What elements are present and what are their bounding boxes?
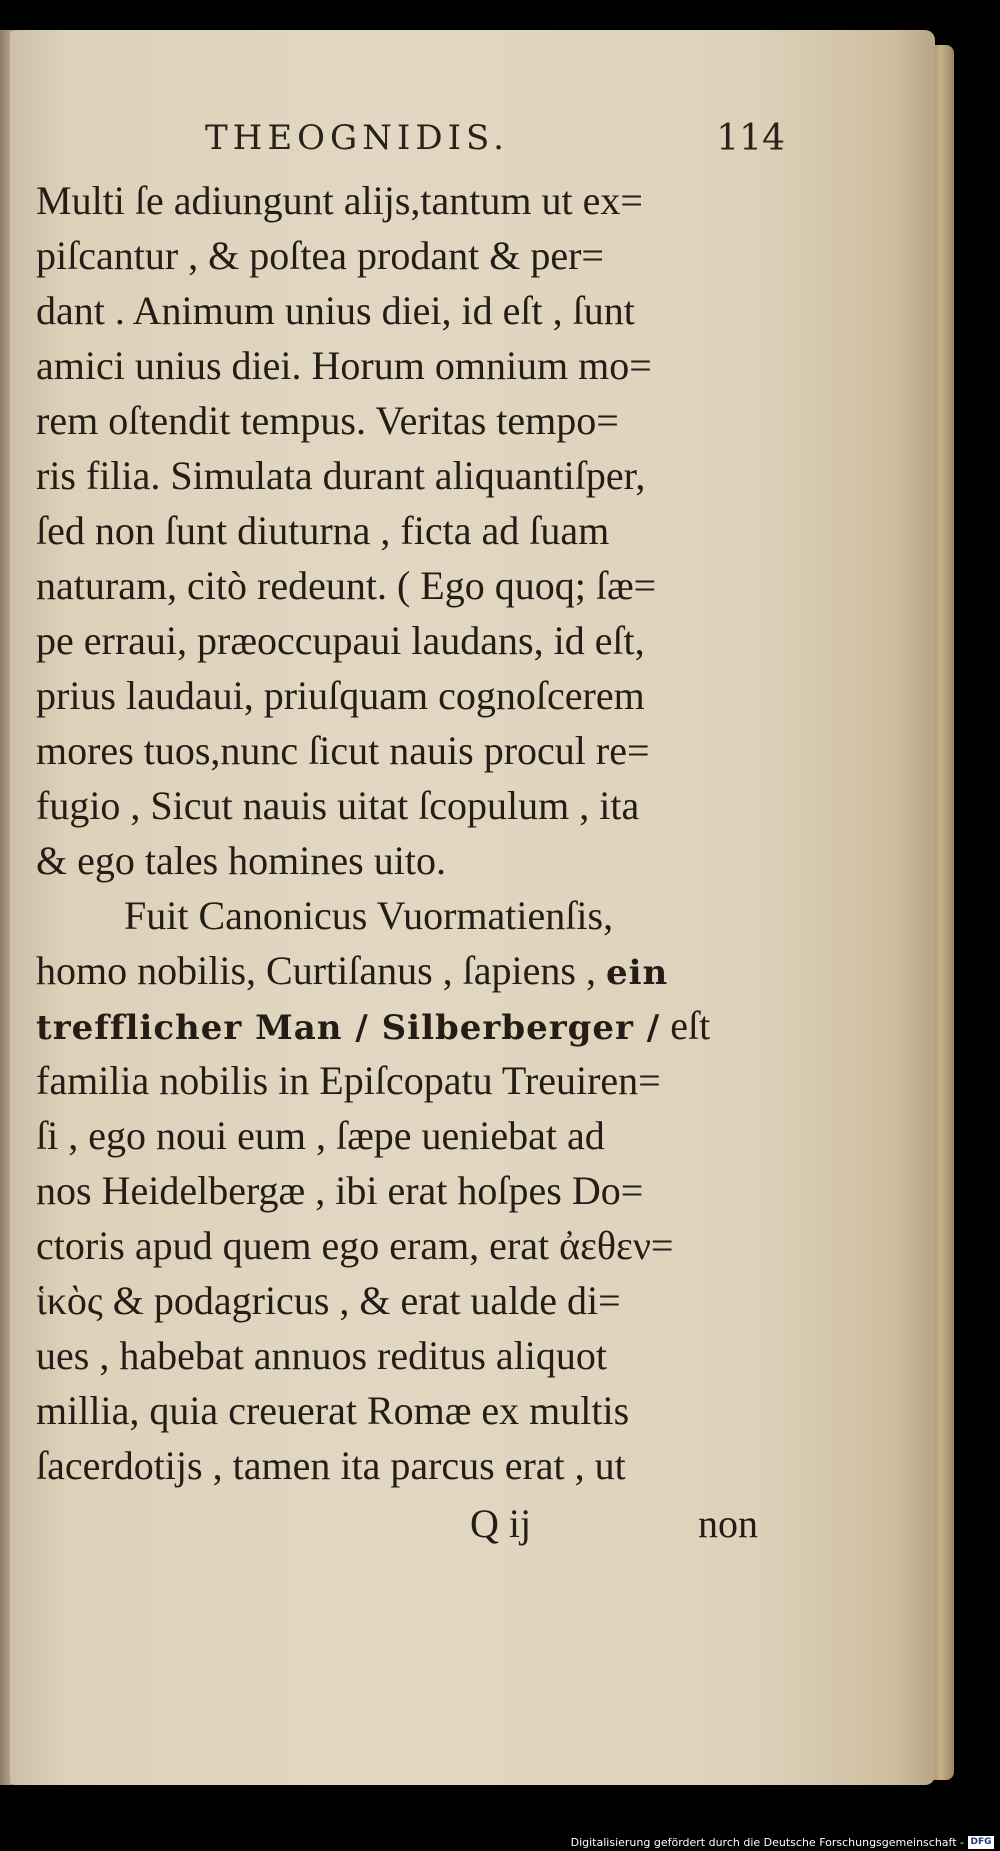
blackletter-span: trefflicher Man / Silberberger / [36,1008,661,1048]
text-block [36,173,796,1493]
mixed-text-line [36,943,796,998]
mixed-text-line [36,998,796,1053]
text-line: millia, quia creuerat Romæ ex multis [36,1388,630,1433]
running-title: THEOGNIDIS. [205,118,509,158]
text-line: nos Heidelbergæ , ibi erat hoſpes Do= [36,1168,644,1213]
page-fore-edge [932,45,954,1780]
book-page [10,30,935,1785]
paragraph-start-line: Fuit Canonicus Vuormatienſis, [124,893,614,938]
text-line: dant . Animum unius diei, id eſt , ſunt [36,288,635,333]
footer-bar [0,1834,1000,1851]
text-span: homo nobilis, Curtiſanus , ſapiens , [36,948,596,993]
text-line: Multi ſe adiungunt alijs,tantum ut ex= [36,178,643,223]
signature-mark: Q ij [470,1501,532,1546]
folio-number: 114 [716,118,785,159]
catchword: non [698,1501,758,1546]
text-line: piſcantur , & poſtea prodant & per= [36,233,604,278]
text-line: ſed non ſunt diuturna , ficta ad ſuam [36,508,610,553]
text-line: ſi , ego noui eum , ſæpe ueniebat ad [36,1113,605,1158]
text-line: ris filia. Simulata durant aliquantiſper, [36,453,646,498]
blackletter-span: ein [605,953,669,993]
dfg-logo: DFG [968,1836,994,1849]
text-line: & ego tales homines uito. [36,838,446,883]
text-line: familia nobilis in Epiſcopatu Treuiren= [36,1058,661,1103]
page-header [205,118,785,168]
text-line: ſacerdotijs , tamen ita parcus erat , ut [36,1443,626,1488]
text-line: pe erraui, præoccupaui laudans, id eſt, [36,618,645,663]
text-line: fugio , Sicut nauis uitat ſcopulum , ita [36,783,640,828]
text-line: ctoris apud quem ego eram, erat ἀεθεν= [36,1223,674,1268]
text-line: naturam, citò redeunt. ( Ego quoq; ſæ= [36,563,657,608]
text-line: rem oſtendit tempus. Veritas tempo= [36,398,619,443]
text-span: eſt [670,1003,711,1048]
text-line: mores tuos,nunc ſicut nauis procul re= [36,728,650,773]
text-line: amici unius diei. Horum omnium mo= [36,343,652,388]
funding-credit: Digitalisierung gefördert durch die Deutsche Forschungsgemeinschaft - [570,1836,964,1849]
text-line: ues , habebat annuos reditus aliquot [36,1333,607,1378]
text-line: ἱκὸς & podagricus , & erat ualde di= [36,1278,621,1323]
text-line: prius laudaui, priuſquam cognoſcerem [36,673,645,718]
